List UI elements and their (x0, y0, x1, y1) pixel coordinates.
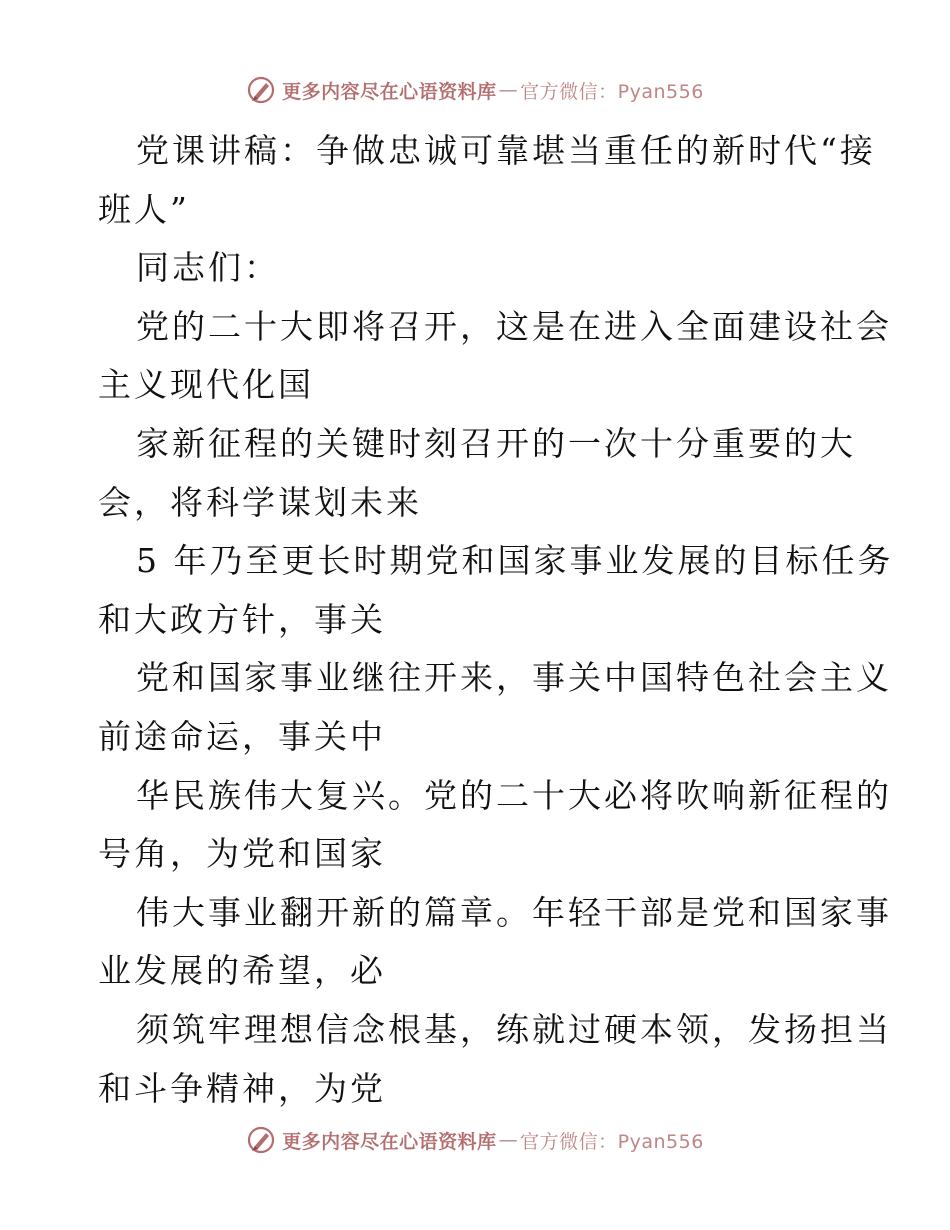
text-line: 前途命运，事关中 (98, 716, 386, 756)
text-line: 号角，为党和国家 (98, 834, 386, 874)
watermark-separator: — (498, 79, 519, 101)
pen-circle-logo-icon (246, 1125, 276, 1155)
text-line: 业发展的希望，必 (98, 951, 386, 991)
document-body (98, 122, 894, 1118)
text-line: 主义现代化国 (98, 365, 314, 405)
text-line: 党课讲稿：争做忠诚可靠堪当重任的新时代“接 (136, 131, 876, 170)
text-line: 华民族伟大复兴。党的二十大必将吹响新征程的 (136, 775, 892, 815)
watermark-separator: — (498, 1129, 519, 1151)
text-line: 须筑牢理想信念根基，练就过硬本领，发扬担当 (136, 1009, 892, 1049)
text-line: 会，将科学谋划未来 (98, 482, 422, 522)
text-line: 和斗争精神，为党 (98, 1068, 386, 1108)
text-line: 同志们： (136, 248, 280, 288)
watermark-contact-text: 官方微信：Pyan556 (520, 80, 704, 103)
text-line: 家新征程的关键时刻召开的一次十分重要的大 (136, 423, 856, 463)
watermark-main-text: 更多内容尽在心语资料库 (282, 80, 497, 103)
text-line: 党和国家事业继往开来，事关中国特色社会主义 (136, 658, 892, 698)
pen-circle-logo-icon (246, 75, 276, 105)
watermark-main-text: 更多内容尽在心语资料库 (282, 1130, 497, 1153)
text-line: 5 年乃至更长时期党和国家事业发展的目标任务 (136, 541, 894, 581)
footer-watermark (0, 1120, 950, 1160)
text-line: 党的二十大即将召开，这是在进入全面建设社会 (136, 306, 892, 346)
text-line: 班人” (98, 189, 190, 229)
watermark-contact-text: 官方微信：Pyan556 (520, 1130, 704, 1153)
header-watermark (0, 70, 950, 110)
text-line: 和大政方针，事关 (98, 599, 386, 639)
text-line: 伟大事业翻开新的篇章。年轻干部是党和国家事 (136, 892, 892, 932)
